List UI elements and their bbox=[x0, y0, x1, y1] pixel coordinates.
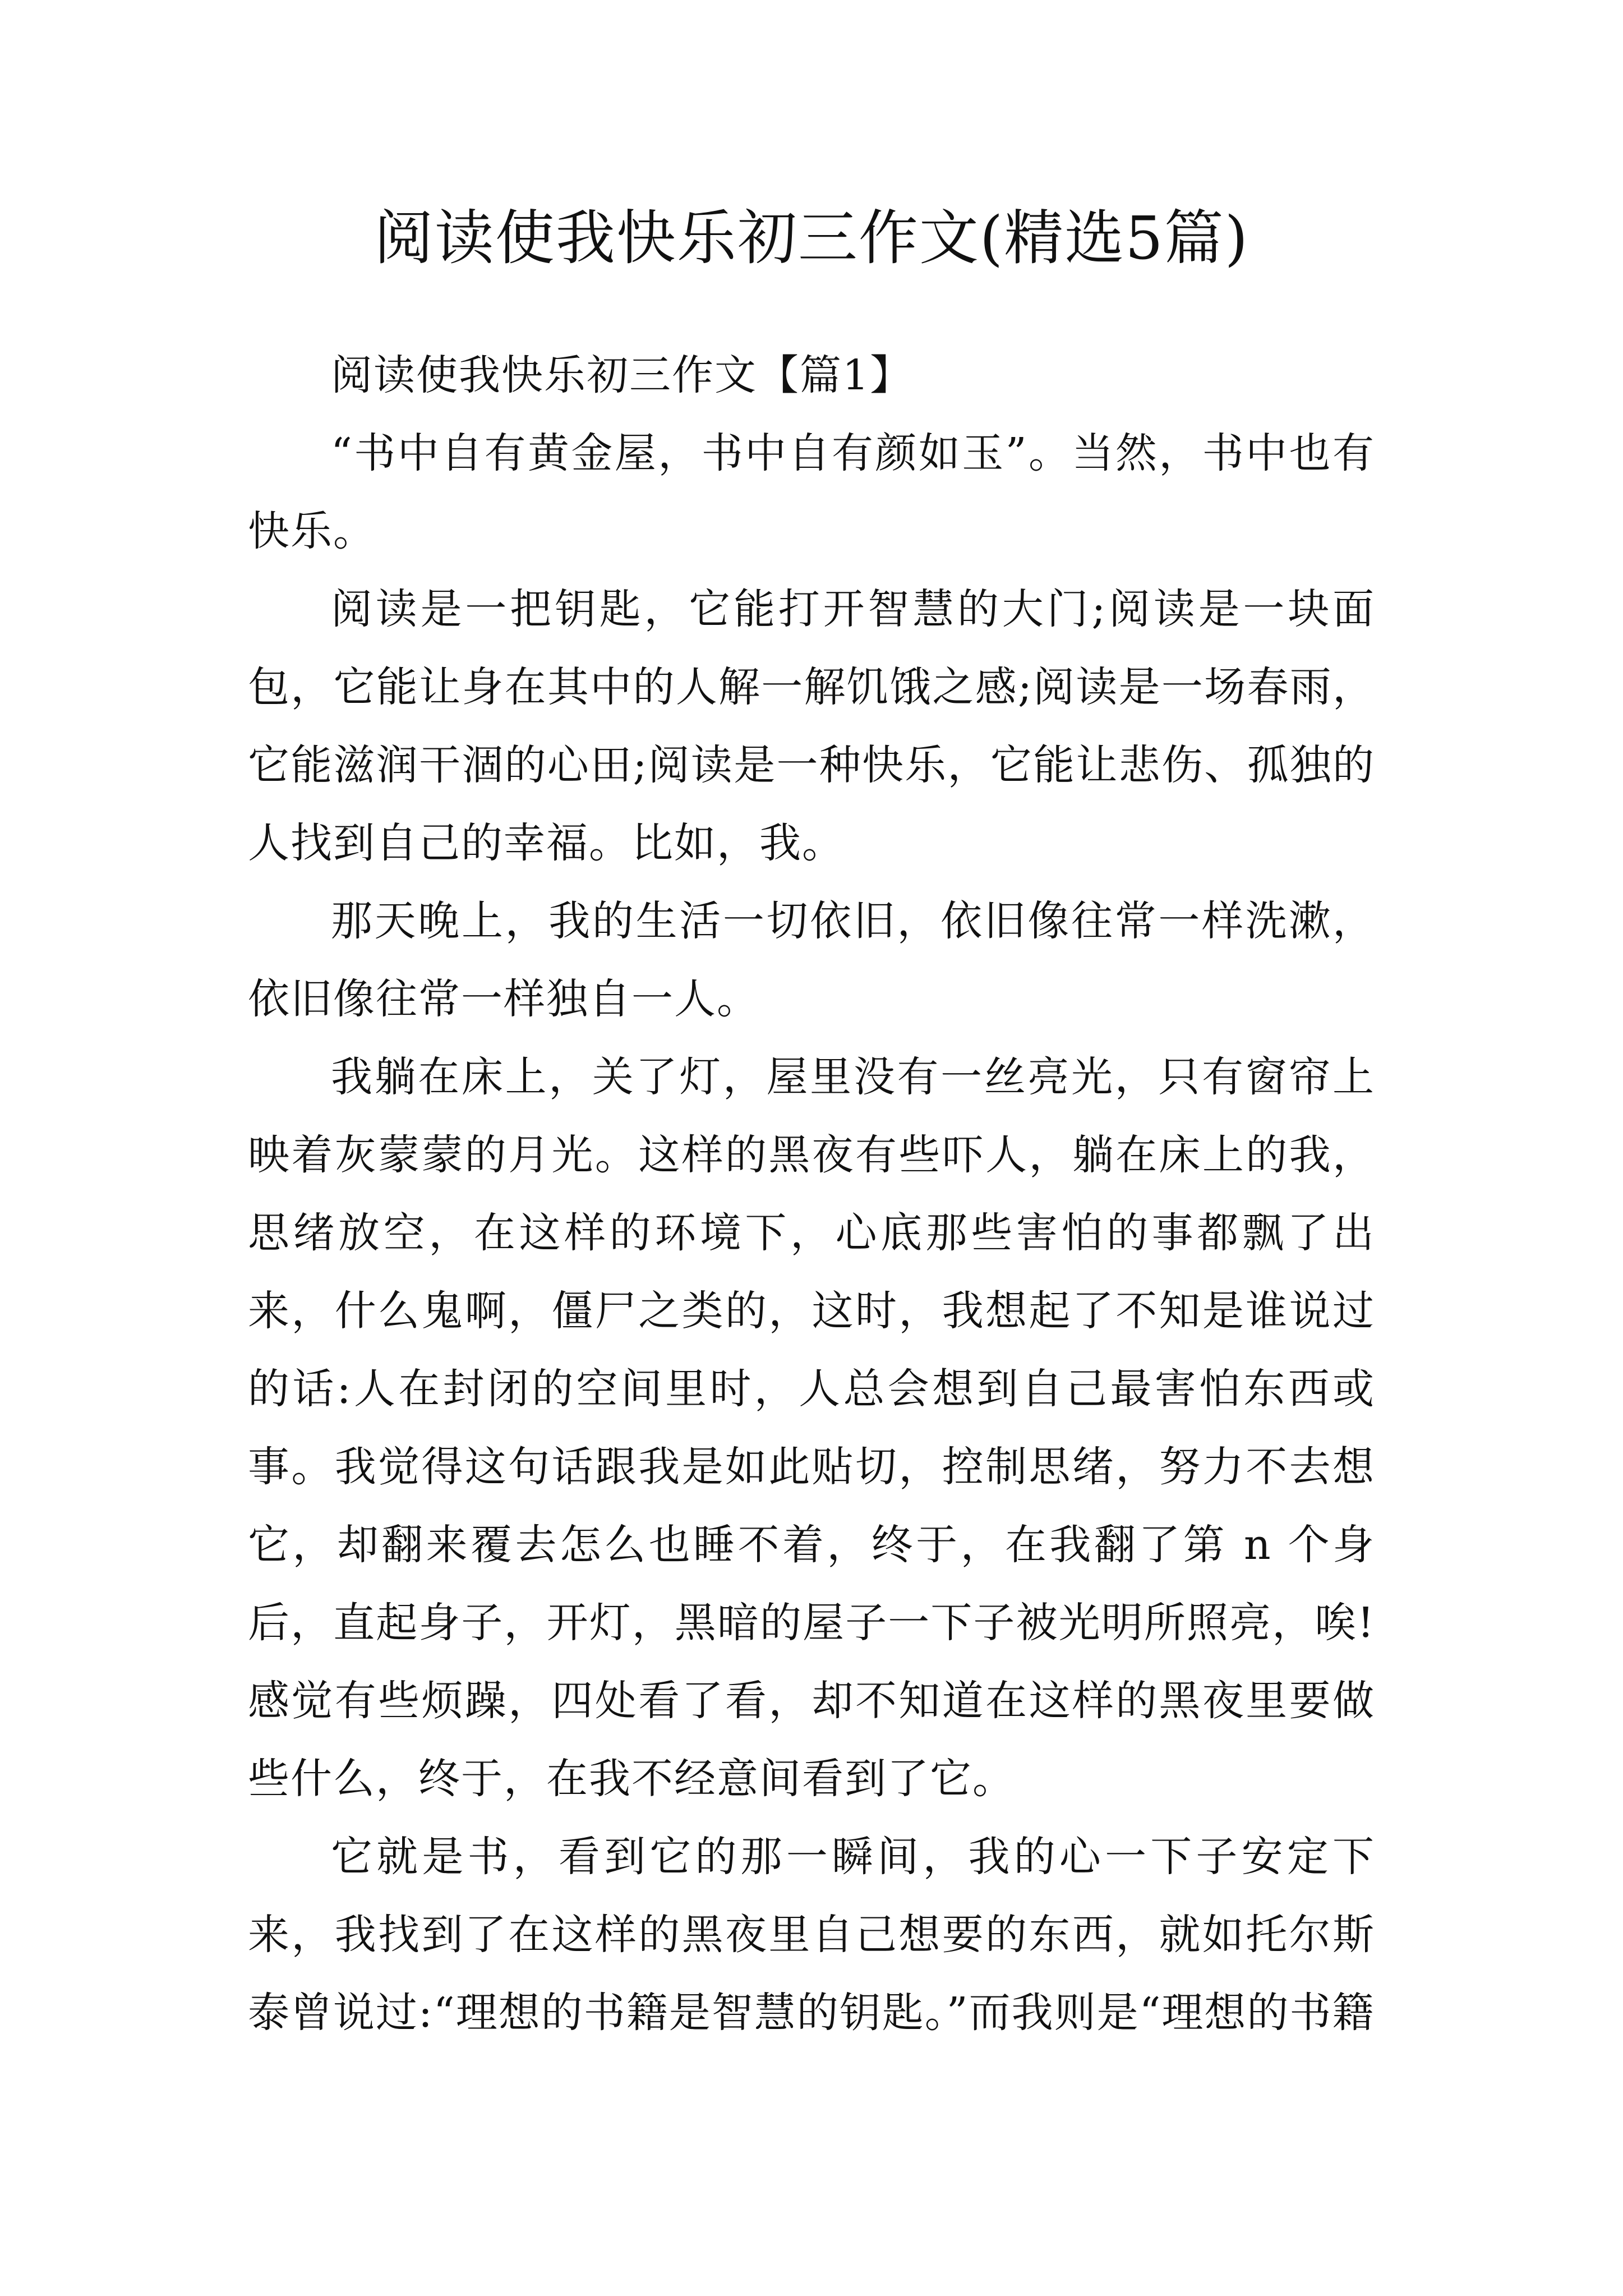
paragraph-1: “书中自有黄金屋，书中自有颜如玉”。当然，书中也有快乐。 bbox=[248, 429, 1375, 555]
document-title: 阅读使我快乐初三作文(精选5篇) bbox=[374, 204, 1249, 273]
paragraph-3: 那天晚上，我的生活一切依旧，依旧像往常一样洗漱，依旧像往常一样独自一人。 bbox=[248, 897, 1375, 1023]
section-heading: 阅读使我快乐初三作文【篇1】 bbox=[331, 351, 913, 399]
document-body bbox=[248, 337, 1375, 2052]
paragraph-5: 它就是书，看到它的那一瞬间，我的心一下子安定下来，我找到了在这样的黑夜里自己想要的东西，就如托尔斯泰曾说过:“理想的书籍是智慧的钥匙。”而我则是“理想的书籍 bbox=[248, 1833, 1375, 2037]
paragraph-2: 阅读是一把钥匙，它能打开智慧的大门;阅读是一块面包，它能让身在其中的人解一解饥饿之感;阅读是一场春雨，它能滋润干涸的心田;阅读是一种快乐，它能让悲伤、孤独的人找到自己的幸福。比如，我。 bbox=[248, 585, 1375, 867]
paragraph-4: 我躺在床上，关了灯，屋里没有一丝亮光，只有窗帘上映着灰蒙蒙的月光。这样的黑夜有些吓人，躺在床上的我，思绪放空，在这样的环境下，心底那些害怕的事都飘了出来，什么鬼啊，僵尸之类的，这时，我想起了不知是谁说过的话:人在封闭的空间里时，人总会想到自己最害怕东西或事。我觉得这句话跟我是如此贴切，控制思绪，努力不去想它，却翻来覆去怎么也睡不着，终于，在我翻了第 n 个身后，直起身子，开灯，黑暗的屋子一下子被光明所照亮，唉!感觉有些烦躁，四处看了看，却不知道在这样的黑夜里要做些什么，终于，在我不经意间看到了它。 bbox=[248, 1053, 1375, 1803]
